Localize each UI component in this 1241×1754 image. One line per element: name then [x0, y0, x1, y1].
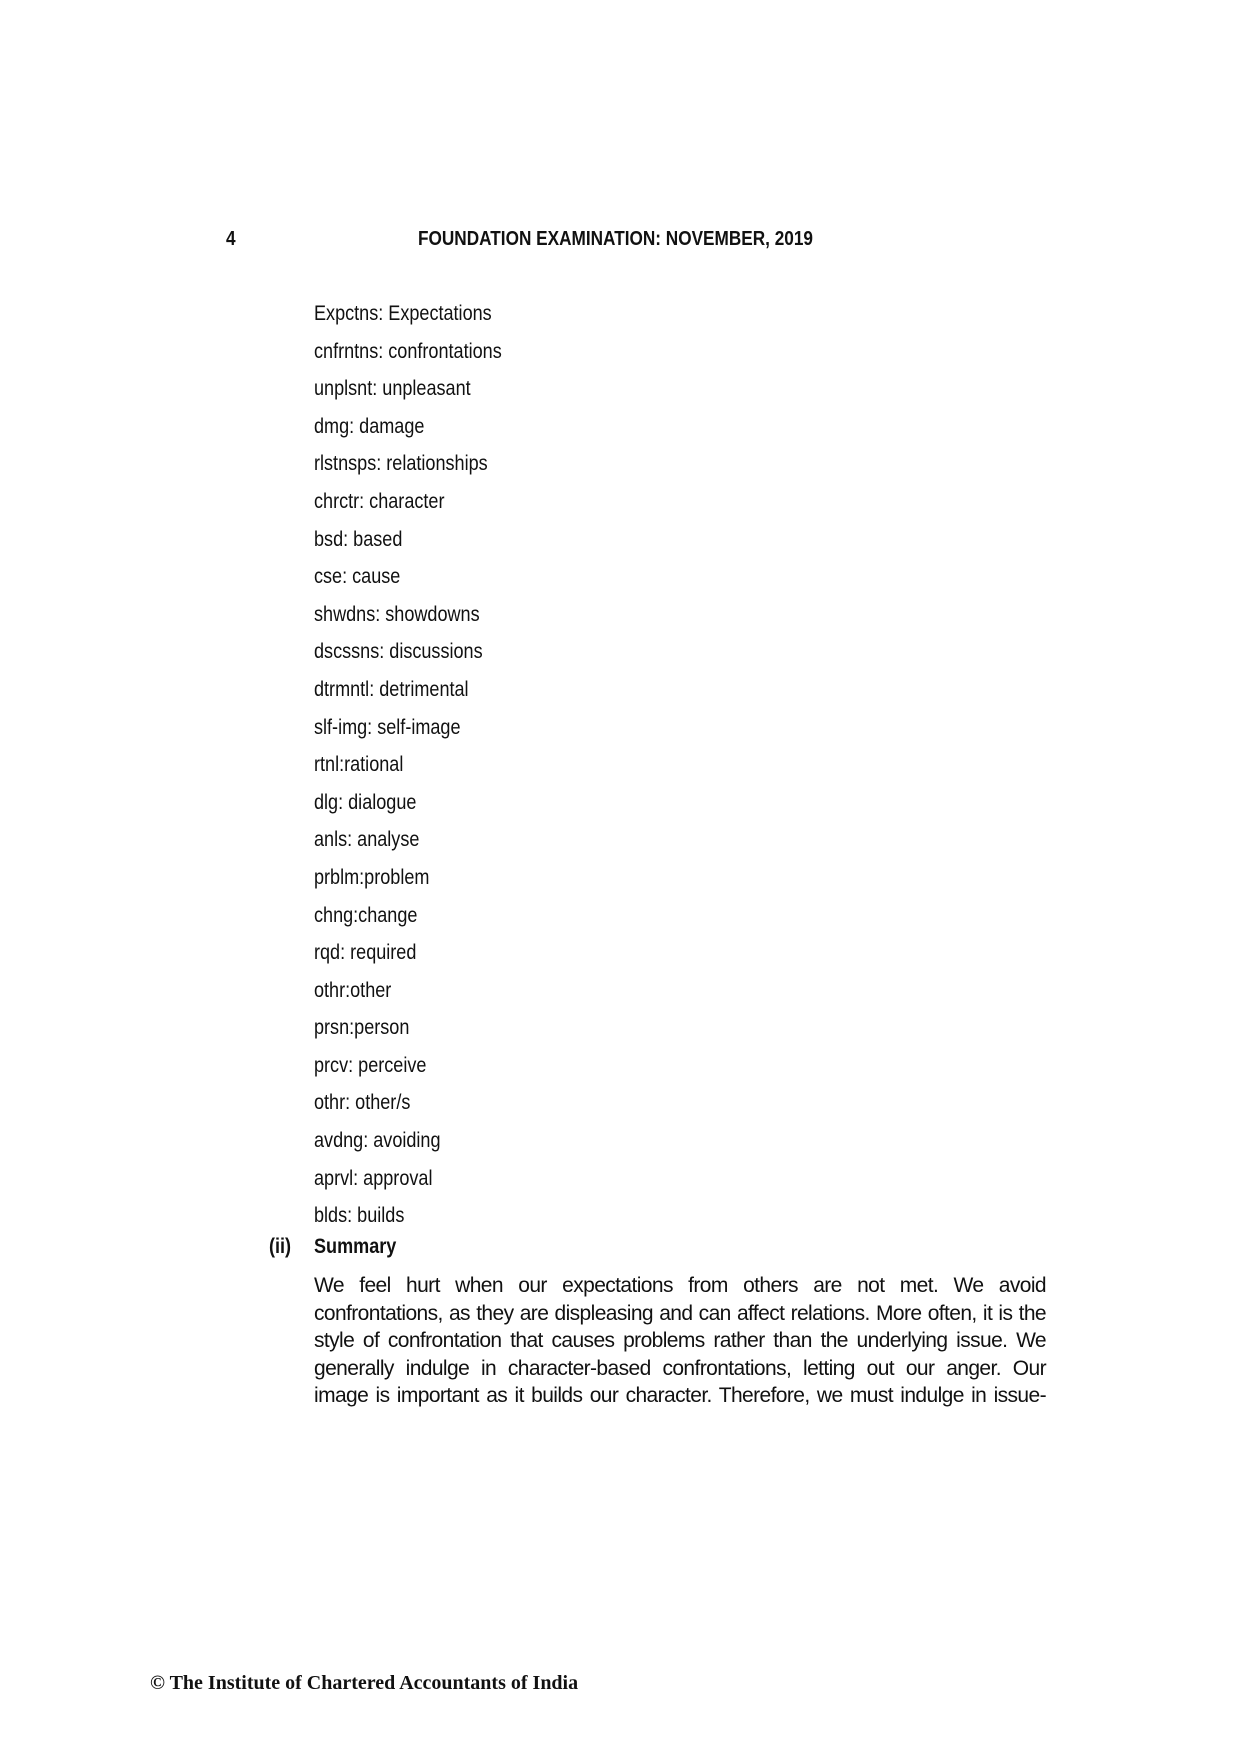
- abbreviation-item: chng:change: [314, 903, 418, 927]
- abbreviation-item: unplsnt: unpleasant: [314, 377, 471, 401]
- abbreviation-item: avdng: avoiding: [314, 1129, 441, 1153]
- abbreviation-item: rqd: required: [314, 941, 417, 965]
- abbreviation-item: bsd: based: [314, 527, 403, 551]
- summary-line: generally indulge in character-based confrontations, letting out our anger. Our: [314, 1356, 1046, 1380]
- abbreviation-item: rlstnsps: relationships: [314, 452, 488, 476]
- abbreviation-item: othr: other/s: [314, 1091, 411, 1115]
- abbreviation-item: dscssns: discussions: [314, 640, 483, 664]
- section-marker: (ii): [269, 1235, 292, 1258]
- section-title: Summary: [314, 1235, 397, 1258]
- abbreviation-item: chrctr: character: [314, 489, 445, 513]
- summary-line: confrontations, as they are displeasing and can affect relations. More often, it is the: [314, 1301, 1046, 1325]
- header-title: FOUNDATION EXAMINATION: NOVEMBER, 2019: [418, 228, 813, 250]
- abbreviation-item: cnfrntns: confrontations: [314, 339, 502, 363]
- summary-paragraph: [314, 1272, 1046, 1410]
- abbreviation-item: othr:other: [314, 978, 392, 1002]
- footer-copyright: © The Institute of Chartered Accountants of India: [150, 1672, 579, 1694]
- abbreviation-item: dtrmntl: detrimental: [314, 677, 469, 701]
- abbreviation-item: dlg: dialogue: [314, 790, 417, 814]
- summary-line: style of confrontation that causes problems rather than the underlying issue. We: [314, 1329, 1046, 1352]
- abbreviation-item: prsn:person: [314, 1016, 410, 1040]
- abbreviation-item: slf-img: self-image: [314, 715, 461, 739]
- abbreviation-item: Expctns: Expectations: [314, 302, 492, 325]
- page-number: 4: [226, 228, 236, 250]
- abbreviation-item: anls: analyse: [314, 828, 420, 852]
- abbreviation-item: cse: cause: [314, 565, 401, 589]
- abbreviation-item: blds: builds: [314, 1204, 405, 1228]
- abbreviation-item: aprvl: approval: [314, 1166, 433, 1190]
- abbreviation-item: shwdns: showdowns: [314, 602, 480, 626]
- abbreviation-item: rtnl:rational: [314, 753, 404, 777]
- summary-line: We feel hurt when our expectations from others are not met. We avoid: [314, 1274, 1046, 1297]
- summary-line: image is important as it builds our character. Therefore, we must indulge in issue-: [314, 1384, 1046, 1407]
- abbreviation-list: [314, 300, 532, 1240]
- abbreviation-item: dmg: damage: [314, 414, 425, 438]
- abbreviation-item: prcv: perceive: [314, 1053, 427, 1077]
- abbreviation-item: prblm:problem: [314, 865, 430, 889]
